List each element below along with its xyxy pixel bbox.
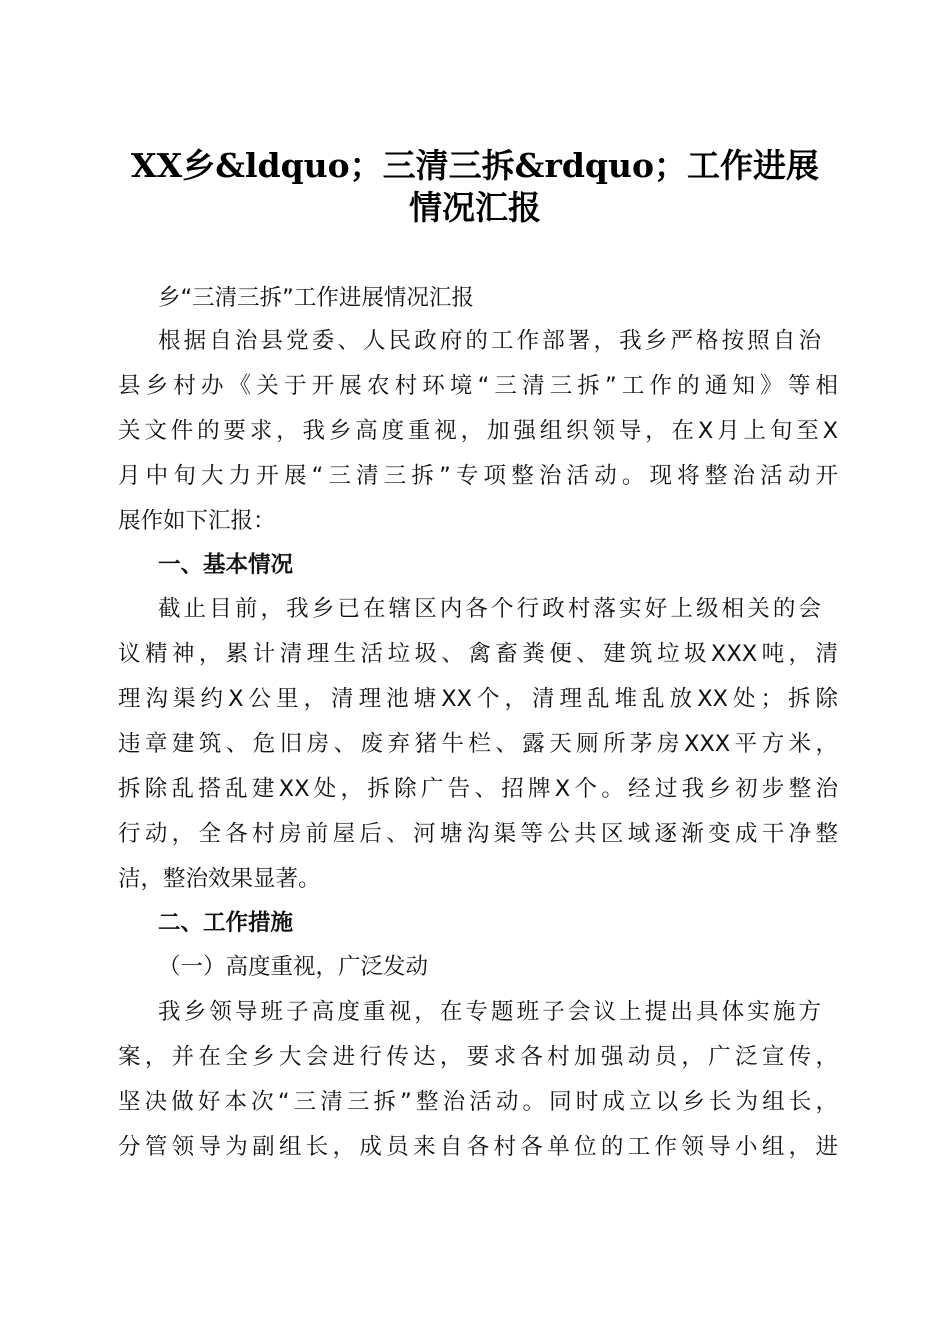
section-heading-work-measures: 二、工作措施 <box>158 910 294 936</box>
body-line: 县乡村办《关于开展农村环境“三清三拆”工作的通知》等相 <box>118 373 838 399</box>
body-line: 我乡领导班子高度重视，在专题班子会议上提出具体实施方 <box>158 999 821 1025</box>
body-line: 案，并在全乡大会进行传达，要求各村加强动员，广泛宣传， <box>118 1044 838 1070</box>
body-line: 议精神，累计清理生活垃圾、禽畜粪便、建筑垃圾XXX吨，清 <box>118 641 838 667</box>
document-title-line-2: 情况汇报 <box>409 188 541 227</box>
body-line: 坚决做好本次“三清三拆”整治活动。同时成立以乡长为组长， <box>118 1089 838 1115</box>
body-line: 违章建筑、危旧房、废弃猪牛栏、露天厕所茅房XXX平方米， <box>118 731 838 757</box>
body-line: 洁，整治效果显著。 <box>118 866 321 892</box>
document-title-line-1: XX乡&ldquo；三清三拆&rdquo；工作进展 <box>130 146 820 185</box>
body-line: 截止目前，我乡已在辖区内各个行政村落实好上级相关的会 <box>158 596 821 622</box>
body-line: 月中旬大力开展“三清三拆”专项整治活动。现将整治活动开 <box>118 463 838 489</box>
body-line: 根据自治县党委、人民政府的工作部署，我乡严格按照自治 <box>158 328 821 354</box>
subtitle-paragraph: 乡“三清三拆”工作进展情况汇报 <box>158 285 474 311</box>
body-line: 拆除乱搭乱建XX处，拆除广告、招牌X个。经过我乡初步整治 <box>118 776 838 802</box>
body-line: 理沟渠约X公里，清理池塘XX个，清理乱堆乱放XX处；拆除 <box>118 686 838 712</box>
body-line: 行动，全各村房前屋后、河塘沟渠等公共区域逐渐变成干净整 <box>118 821 838 847</box>
body-line: 分管领导为副组长，成员来自各村各单位的工作领导小组，进 <box>118 1134 838 1160</box>
body-line: 展作如下汇报： <box>118 508 276 534</box>
section-heading-basic-situation: 一、基本情况 <box>158 552 294 578</box>
subsection-heading: （一）高度重视，广泛发动 <box>158 954 429 980</box>
body-line: 关文件的要求，我乡高度重视，加强组织领导，在X月上旬至X <box>118 418 838 444</box>
